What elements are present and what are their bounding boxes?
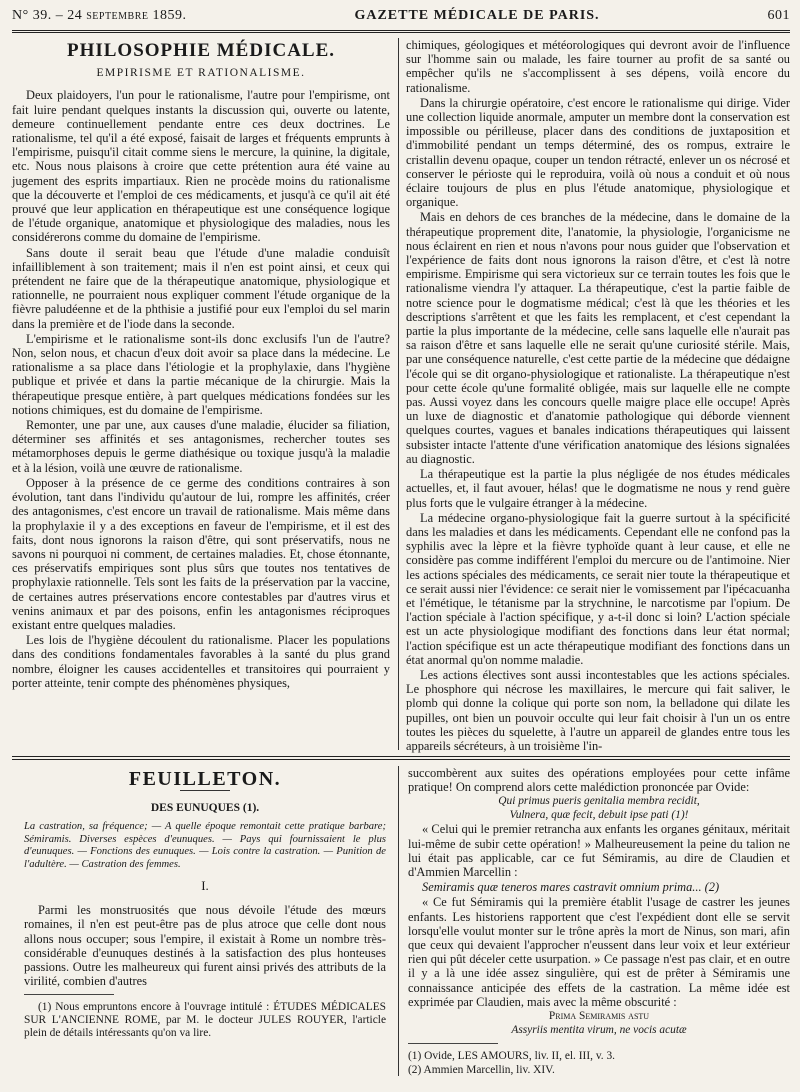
- latin-verse: Assyriis mentita virum, ne vocis acutæ: [511, 1023, 687, 1036]
- header-rule: [12, 30, 790, 31]
- feuilleton-rule: [12, 756, 790, 757]
- feuilleton-left-column: [24, 766, 386, 1041]
- article-paragraph: Mais en dehors de ces branches de la médecine, dans le domaine de la thérapeutique proprement dite, l'anatomie, la physiologie, l'organicisme ne nous éclairent en rien et nous n'avons pour nous guider que l'observation et l'expérience de faits dont nous ignorons la raison d'être, et c'est là notre empirisme. Empirisme qui sera victorieux sur ce terrain toutes les fois que le rationalisme viendra l'y attaquer. La thérapeutique, c'est la partie faible de notre science pour le dogmatisme médical; c'est là que les théories et les descriptions s'arrêtent et que les faits les remplacent, et c'est cependant la partie la plus importante de la médecine, celle sans laquelle elle n'aurait pas sa raison d'être et sans laquelle elle ne serait qu'une curiosité stérile. Mais, par une conséquence naturelle, c'est cette partie de la médecine que dédaigne l'école qui se dit organo-physiologique et rationaliste. La thérapeutique n'est pour cette école qu'une formalité obligée, mais sur laquelle elle ne compte pas. Aussi voyez dans les concours quelle maigre place elle occupe! Après un luxe de diagnostic et d'anatomie pathologique qui déborde viennent quelques courtes, vagues et banales indications thérapeutiques qui laissent subsister intacte l'attente d'une vérification anatomique des lésions signalées au diagnostic.: [406, 210, 790, 466]
- latin-quote: Semiramis quæ teneros mares castravit omnium prima... (2): [422, 880, 720, 895]
- article-subtitle: EMPIRISME ET RATIONALISME.: [96, 67, 306, 80]
- feuilleton-title: FEUILLETON.: [128, 768, 282, 790]
- footnote: (1) Ovide, LES AMOURS, liv. II, el. III, v. 3.: [408, 1050, 616, 1063]
- section-number: I.: [201, 878, 209, 894]
- latin-verse: Prima Semiramis astu: [548, 1010, 650, 1023]
- feuilleton-paragraph: Parmi les monstruosités que nous dévoile l'étude des mœurs romaines, il n'en est peut-être pas de plus atroce que celle dont nous allons nous occuper; sous l'empire, il existait à Rome un nombre très-considérable d'eunuques destinés à la satisfaction des plus honteuses passions. Outre les malheureux qui furent ainsi privés des attributs de la virilité, combien d'autres: [24, 903, 386, 989]
- title-underline: [180, 790, 230, 791]
- latin-verse: Vulnera, quæ fecit, debuit ipse pati (1)!: [509, 808, 689, 821]
- article-paragraph: Les actions électives sont aussi incontestables que les actions spéciales. Le phosphore qui nécrose les maxillaires, le mercure qui fait saliver, le plomb qui donne la colique qui porte son nom, la belladone qui dilate les pupilles, ont bien un pouvoir occulte qui leur fait choisir à l'un un os entre toutes les pièces du squelette, à l'autre un appareil de glandes entre tous les appareils sécréteurs, à un troisième l'in-: [406, 667, 790, 753]
- latin-verse: Qui primus pueris genitalia membra recidit,: [498, 795, 700, 808]
- header-rule-double: [12, 32, 790, 33]
- article-paragraph: Les lois de l'hygiène découlent du rationalisme. Placer les populations dans des conditions fondamentales favorables à la santé du plus grand nombre, éloigner les causes accidentelles et transitoires qui pourraient y porter atteinte, tenir compte des phénomènes physiques,: [12, 633, 390, 690]
- feuilleton-paragraph: succombèrent aux suites des opérations employées pour cette infâme pratique! On comprend alors cette malédiction prononcée par Ovide:: [408, 766, 790, 795]
- article-paragraph: L'empirisme et le rationalisme sont-ils donc exclusifs l'un de l'autre? Non, selon nous, et chacun d'eux doit avoir sa place dans la médecine. Le rationalisme a sa place dans l'étiologie et la prophylaxie, dans l'hygiène publique et privée et dans la partie mécanique de la chirurgie. Mais la thérapeutique presque entière, à part quelques médications fondées sur les notions chimiques, est du domaine de l'empirisme.: [12, 331, 390, 417]
- feuilleton-paragraph: « Ce fut Sémiramis qui la première établit l'usage de castrer les jeunes enfants. Les historiens rapportent que c'est l'expédient dont elle se servit lorsqu'elle voulut monter sur le trône après la mort de Ninus, son mari, afin que ceux qui devaient l'approcher n'eussent dans leur voix et leur extérieur rien qui pût déceler cette usurpation. » Ce passage n'est pas clair, et en outre il y a là une idée assez singulière, qui est de prêter à Sémiramis une connaissance anticipée des effets de la castration. La même idée est exprimée par Claudien, mais avec la même obscurité :: [408, 895, 790, 1009]
- footnote: (2) Ammien Marcellin, liv. XIV.: [408, 1064, 555, 1077]
- article-paragraph: Deux plaidoyers, l'un pour le rationalisme, l'autre pour l'empirisme, ont fait luire pendant quelques instants la discussion qui, ouverte ou latente, demeure continuellement pendante entre ces deux doctrines. Le rationalisme, tel qu'il a été exposé, faisait de larges et fréquents emprunts à l'empirisme, puisqu'il citait comme siens le mercure, la quinine, la digitale, etc. Nous nous plaisons à croire que cette prétention aura été vaine au jugement des esprits impartiaux. Rien ne procède moins du rationalisme que la découverte et l'emploi de ces médicaments, et jusqu'à ce qu'il ait été prouvé que leur application en thérapeutique est une conséquence logique de l'étude organique, anatomique et physiologique des maladies, nous les considérerons comme du domaine de l'empirisme.: [12, 88, 390, 245]
- feuilleton-summary: La castration, sa fréquence; — A quelle époque remontait cette pratique barbare; Sémiramis. Diverses espèces d'eunuques. — Pays qui fournissaient le plus d'eunuques. — Fonctions des eunuques. — Lois contre la castration. — Punition de l'adultère. — Castration des femmes.: [24, 821, 386, 870]
- issue-date: N° 39. – 24 septembre 1859.: [12, 8, 187, 23]
- article-paragraph: Remonter, une par une, aux causes d'une maladie, élucider sa filiation, déterminer ses affinités et ses antagonismes, rechercher toutes ses métamorphoses depuis le germe diathésique ou toxique jusqu'à la maladie et à la lésion, voilà une œuvre de rationalisme.: [12, 418, 390, 475]
- page-header: [12, 8, 790, 30]
- article-right-column: [406, 38, 790, 754]
- page-number: 601: [767, 8, 790, 23]
- article-paragraph: chimiques, géologiques et météorologiques qui devront avoir de l'influence sur l'homme sain ou malade, les faire tourner au profit de sa santé ou empêcher qu'ils ne s'accomplissent à ses dépens, voilà encore du rationalisme.: [406, 38, 790, 95]
- feuilleton-divider: [398, 766, 399, 1076]
- footnote: (1) Nous empruntons encore à l'ouvrage intitulé : ÉTUDES MÉDICALES SUR L'ANCIENNE ROME, par M. le docteur JULES ROUYER, l'article plein de détails intéressants qu'on va lire.: [24, 1001, 386, 1040]
- feuilleton-paragraph: « Celui qui le premier retrancha aux enfants les organes génitaux, méritait lui-même de subir cette opération! » Malheureusement la peine du talion ne lui était pas applicable, car ce fut Sémiramis, au dire de Claudien et d'Ammien Marcellin :: [408, 822, 790, 880]
- article-paragraph: La thérapeutique est la partie la plus négligée de nos études médicales actuelles, et, il faut avouer, hélas! que le dogmatisme ne nous y rend guère plus forts que le vulgaire étranger à la médecine.: [406, 467, 790, 510]
- article-paragraph: Dans la chirurgie opératoire, c'est encore le rationalisme qui dirige. Vider une collection liquide anormale, amputer un membre dont la conservation est impossible ou périlleuse, placer dans des conditions de juxtaposition et d'immobilité pendant un temps déterminé, des os rompus, extraire le cristallin devenu opaque, couper un tendon rétracté, enlever un os nécrosé et conserver le périoste qui le reproduira, voilà où nous a conduit et où nous éclaire toujours de plus en plus l'étude anatomique, physiologique et organique.: [406, 95, 790, 210]
- journal-title: GAZETTE MÉDICALE DE PARIS.: [354, 8, 600, 23]
- article-left-column: [12, 38, 390, 691]
- footnote-rule: [408, 1043, 498, 1044]
- column-divider: [398, 38, 399, 750]
- newspaper-page: [12, 8, 790, 1084]
- feuilleton-right-column: [408, 766, 790, 1078]
- section-heading: PHILOSOPHIE MÉDICALE.: [66, 40, 336, 61]
- article-paragraph: Sans doute il serait beau que l'étude d'une maladie conduisît infailliblement à son traitement; mais il n'en est point ainsi, et ceux qui prétendent ne faire que de la thérapeutique anatomique, physiologique et rationnelle, ne pourraient nous expliquer comment l'étude organique de la fièvre paludéenne et de la phthisie a justifié pour eux l'emploi du sel marin dans la première et de l'iode dans la seconde.: [12, 245, 390, 331]
- feuilleton-rule-double: [12, 759, 790, 760]
- article-paragraph: La médecine organo-physiologique fait la guerre surtout à la spécificité dans les maladies et dans les médicaments. Cependant elle ne confond pas la syphilis avec la lèpre et la fièvre typhoïde quant à leur cause, et elle ne considère pas comme indifférent l'emploi du mercure ou de l'antimoine. Nier les actions spéciales des médicaments, ce serait nier toute la thérapeutique et ce serait aussi nier l'évidence: ce serait nier le vomissement par l'ipécacuanha et l'émétique, le tétanisme par la strychnine, le narcotisme par l'opium. De l'action spéciale à l'action spécifique, y a-t-il donc si loin? L'action spéciale est un acte physiologique modifiant des fonctions dans leur état normal; l'action spécifique est un acte thérapeutique modifiant des fonctions dans un état anormal qu'on nomme maladie.: [406, 510, 790, 667]
- feuilleton-heading: DES EUNUQUES (1).: [150, 802, 260, 815]
- article-paragraph: Opposer à la présence de ce germe des conditions contraires à son évolution, tant dans l'individu qu'autour de lui, rompre les affinités, créer des antagonismes, c'est encore un travail de rationalisme. Mais même dans la prophylaxie il y a des exceptions en faveur de l'empirisme, et il est des faits, dont nous ignorons la raison d'être, qui sont préservatifs, nous ne savons ni pourquoi ni comment, de certaines maladies. Et, chose étonnante, ces préservatifs empiriques sont plus sûrs que toutes nos tentatives de prophylaxie rationnelle. Tels sont les faits de la préservation par la vaccine, de certaines autres préservations encore contestables par d'autres virus et venins animaux et par des poisons, enfin les antagonismes réciproques existant entre quelques maladies.: [12, 475, 390, 632]
- footnote-rule: [24, 994, 114, 995]
